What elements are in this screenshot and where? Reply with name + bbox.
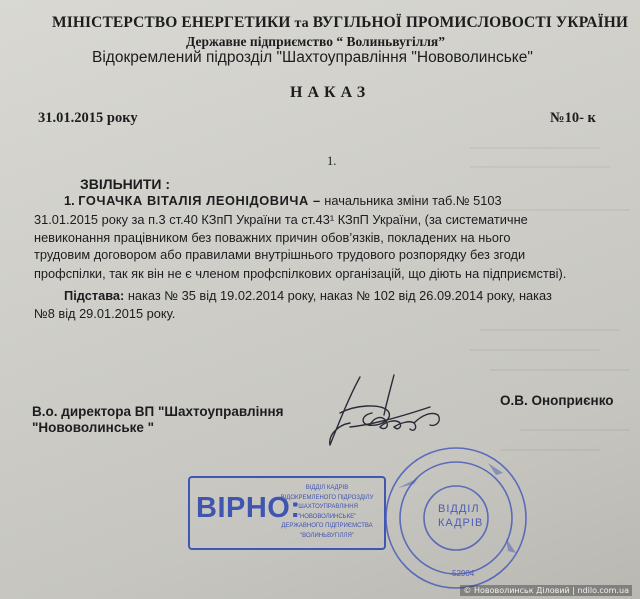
stamp-line: ВІДОКРЕМЛЕНОГО ПІДРОЗДІЛУ [280, 494, 374, 501]
ministry-name: МІНІСТЕРСТВО ЕНЕРГЕТИКИ [52, 14, 291, 31]
division-header: Відокремлений підрозділ "Шахтоуправління "Нововолинське" [92, 49, 533, 66]
order-number: №10- к [550, 110, 596, 126]
seal-center-2: КАДРІВ [438, 517, 484, 529]
certified-copy-stamp [188, 476, 386, 550]
signer-position-2: "Нововолинське " [32, 420, 155, 435]
photo-credit: © Нововолинськ Діловий | ndilo.com.ua [460, 585, 632, 596]
body-line-4: трудовим договором або правилами внутрішнього трудового розпорядку без згоди [34, 247, 526, 262]
item-number: 1. [64, 193, 75, 208]
body-line-2: 31.01.2015 року за п.3 ст.40 КЗпП України та ст.43¹ КЗпП України, (за систематичне [34, 212, 528, 227]
stamp-line: ВІДДІЛ КАДРІВ [305, 485, 349, 491]
stamp-line: "ВОЛИНЬВУГІЛЛЯ" [300, 532, 354, 539]
signer-position-1: В.о. директора ВП "Шахтоуправління [32, 404, 284, 419]
dismiss-heading: ЗВІЛЬНИТИ : [80, 176, 170, 192]
ministry-and: та [294, 16, 309, 31]
signer-name: О.В. Оноприєнко [500, 393, 614, 408]
stamp-line: ДЕРЖАВНОГО ПІДПРИЄМСТВА [281, 523, 373, 529]
ministry-header [52, 14, 628, 32]
employee-name: ГОЧАЧКА ВІТАЛІЯ ЛЕОНІДОВИЧА – [78, 193, 321, 208]
basis-line [64, 288, 552, 303]
employee-position: начальника зміни таб.№ 5103 [324, 193, 502, 208]
order-title: НАКАЗ [290, 84, 371, 101]
order-date: 31.01.2015 року [38, 110, 138, 126]
enterprise-header: Державне підприємство “ Волиньвугілля” [186, 34, 445, 49]
body-line-3: невиконання працівником без поважних причин обов’язків, покладених на нього [34, 230, 511, 245]
body-line-5: профспілки, так як він не є членом профспілкових організацій, що діють на підприємстві). [34, 266, 567, 281]
ministry-rest: ВУГІЛЬНОЇ ПРОМИСЛОВОСТІ УКРАЇНИ [312, 14, 629, 31]
seal-id-code: 52904 [452, 569, 475, 578]
employee-line [64, 193, 502, 208]
paragraph-number: 1. [327, 154, 337, 168]
stamp-text [272, 484, 382, 541]
basis-label: Підстава: [64, 288, 125, 303]
stamp-line: "ШАХТОУПРАВЛІННЯ "НОВОВОЛИНСЬКЕ" [296, 504, 358, 520]
stamp-verified-label: ВІРНО: [196, 492, 301, 524]
seal-center-1: ВІДДІЛ [438, 503, 480, 515]
basis-line-2: №8 від 29.01.2015 року. [34, 306, 176, 321]
basis-text: наказ № 35 від 19.02.2014 року, наказ № 102 від 26.09.2014 року, наказ [127, 288, 552, 303]
